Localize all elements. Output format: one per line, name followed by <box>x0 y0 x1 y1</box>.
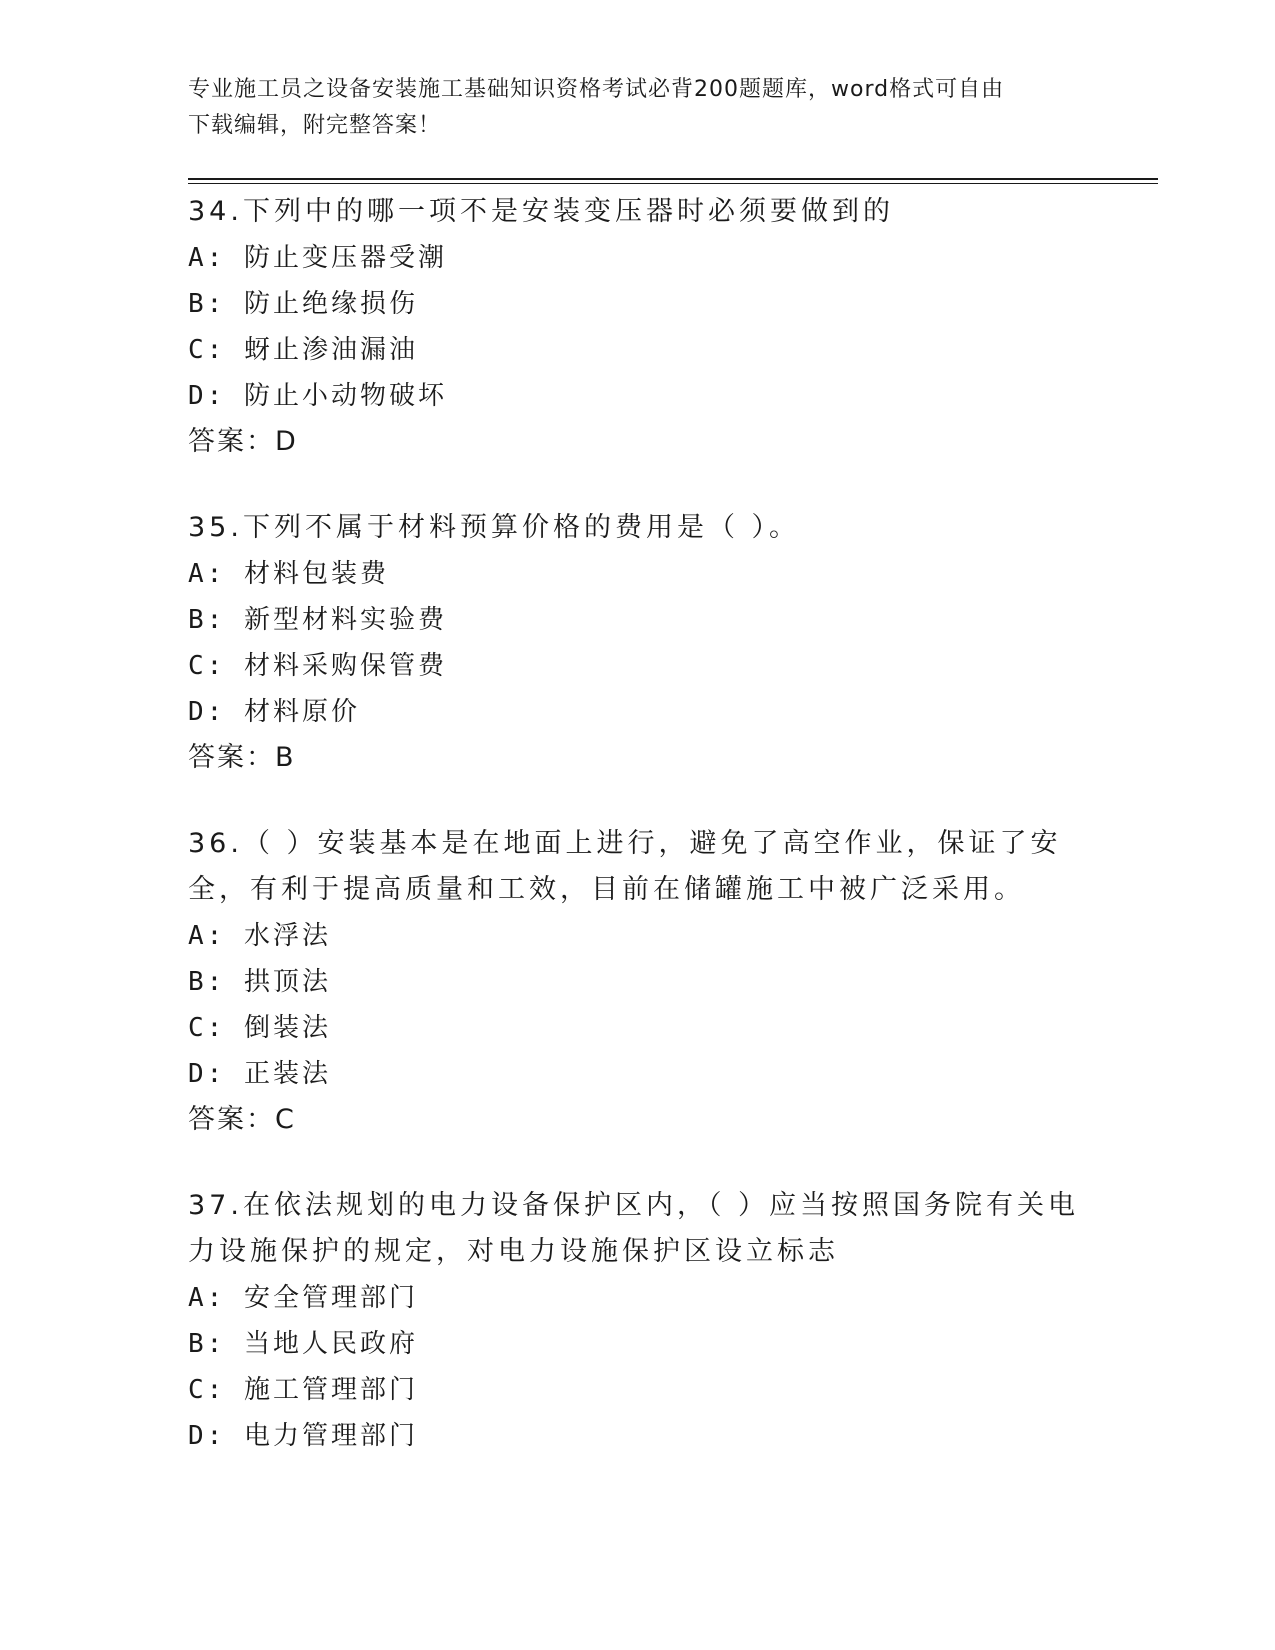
question-list <box>188 189 1088 1499</box>
option-a: A: 水浮法 <box>188 921 331 951</box>
answer: 答案：D <box>188 426 298 457</box>
answer: 答案：C <box>188 1104 296 1135</box>
option-a: A: 材料包装费 <box>188 559 389 589</box>
option-d: D: 防止小动物破坏 <box>188 381 447 411</box>
divider-line-thick <box>188 178 1158 180</box>
option-b: B: 拱顶法 <box>188 967 331 997</box>
option-a: A: 安全管理部门 <box>188 1283 418 1313</box>
option-b: B: 新型材料实验费 <box>188 605 447 635</box>
question-stem: 35.下列不属于材料预算价格的费用是（ ）。 <box>188 512 801 543</box>
question-36 <box>188 821 1088 1143</box>
header-title-line-2: 下载编辑，附完整答案！ <box>188 113 442 138</box>
option-b: B: 当地人民政府 <box>188 1329 418 1359</box>
question-stem: 36.（ ）安装基本是在地面上进行，避免了高空作业，保证了安全，有利于提高质量和工效，目前在储罐施工中被广泛采用。 <box>188 828 1062 905</box>
option-a: A: 防止变压器受潮 <box>188 243 447 273</box>
divider-line-thin <box>188 183 1158 184</box>
option-c: C: 倒装法 <box>188 1013 331 1043</box>
header-divider <box>188 178 1158 184</box>
option-b: B: 防止绝缘损伤 <box>188 289 418 319</box>
option-c: C: 材料采购保管费 <box>188 651 447 681</box>
question-stem: 34.下列中的哪一项不是安装变压器时必须要做到的 <box>188 196 894 227</box>
question-stem: 37.在依法规划的电力设备保护区内，（ ）应当按照国务院有关电力设施保护的规定，对电力设施保护区设立标志 <box>188 1190 1080 1267</box>
question-35 <box>188 505 1088 781</box>
option-c: C: 蚜止渗油漏油 <box>188 335 418 365</box>
option-d: D: 电力管理部门 <box>188 1421 418 1451</box>
answer: 答案：B <box>188 742 296 773</box>
question-37 <box>188 1183 1088 1459</box>
document-header <box>188 72 1088 144</box>
option-d: D: 材料原价 <box>188 697 360 727</box>
option-c: C: 施工管理部门 <box>188 1375 418 1405</box>
option-d: D: 正装法 <box>188 1059 331 1089</box>
header-title-line-1: 专业施工员之设备安装施工基础知识资格考试必背200题题库，word格式可自由 <box>188 77 1005 102</box>
question-34 <box>188 189 1088 465</box>
